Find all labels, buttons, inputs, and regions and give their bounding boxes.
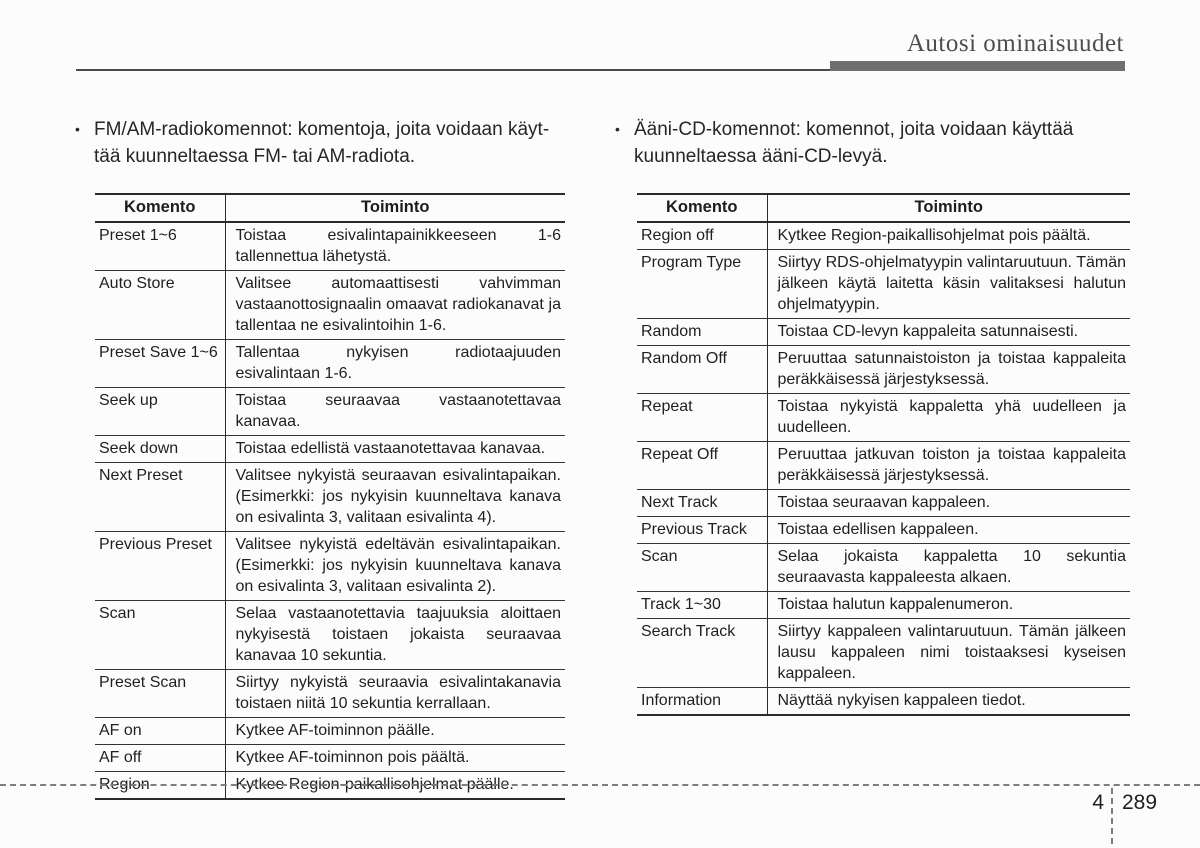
command-cell: AF on xyxy=(95,718,225,745)
action-cell: Tallentaa nykyisen radiotaajuuden esivalintaan 1-6. xyxy=(225,340,565,388)
table-row xyxy=(95,718,565,745)
table-row xyxy=(95,271,565,340)
table-row xyxy=(637,222,1130,250)
action-cell: Siirtyy RDS-ohjelmatyypin valintaruutuun. Tämän jälkeen käytä laitetta käsin valitaksesi halutun ohjelmatyypin. xyxy=(767,250,1130,319)
table-row xyxy=(95,436,565,463)
section-audio-cd-commands xyxy=(615,116,1135,716)
audio-cd-commands-table xyxy=(637,193,1130,716)
command-cell: Region xyxy=(95,772,225,800)
action-cell: Valitsee automaattisesti vahvimman vastaanottosignaalin omaavat radiokanavat ja tallentaa ne esivalintoihin 1-6. xyxy=(225,271,565,340)
intro-line: tää kuunneltaessa FM- tai AM-radiota. xyxy=(94,146,416,167)
action-cell: Kytkee Region-paikallisohjelmat päälle. xyxy=(225,772,565,800)
page-number: 289 xyxy=(1122,791,1158,814)
action-cell: Toistaa seuraavaa vastaanotettavaa kanavaa. xyxy=(225,388,565,436)
command-cell: Information xyxy=(637,688,767,716)
command-cell: Previous Preset xyxy=(95,532,225,601)
fm-am-commands-table xyxy=(95,193,565,800)
action-cell: Valitsee nykyistä seuraavan esivalintapaikan. (Esimerkki: jos nykyisin kuunneltava kanava on esivalinta 3, valitaan esivalinta 4). xyxy=(225,463,565,532)
command-cell: Scan xyxy=(637,544,767,592)
action-cell: Peruuttaa satunnaistoiston ja toistaa kappaleita peräkkäisessä järjestyksessä. xyxy=(767,346,1130,394)
action-cell: Kytkee Region-paikallisohjelmat pois päältä. xyxy=(767,222,1130,250)
action-cell: Toistaa CD-levyn kappaleita satunnaisesti. xyxy=(767,319,1130,346)
bullet-icon: • xyxy=(75,121,80,137)
table-header-row xyxy=(95,194,565,222)
action-cell: Valitsee nykyistä edeltävän esivalintapaikan. (Esimerkki: jos nykyisin kuunneltava kanava on esivalinta 3, valitaan esivalinta 2). xyxy=(225,532,565,601)
table-row xyxy=(637,346,1130,394)
section-fm-am-radio-commands xyxy=(75,116,587,800)
command-cell: Scan xyxy=(95,601,225,670)
table-row xyxy=(95,745,565,772)
command-cell: Repeat xyxy=(637,394,767,442)
table-header-action: Toiminto xyxy=(225,194,565,222)
table-row xyxy=(637,394,1130,442)
table-row xyxy=(637,319,1130,346)
table-row xyxy=(95,340,565,388)
action-cell: Toistaa nykyistä kappaletta yhä uudelleen ja uudelleen. xyxy=(767,394,1130,442)
command-cell: Auto Store xyxy=(95,271,225,340)
action-cell: Kytkee AF-toiminnon päälle. xyxy=(225,718,565,745)
table-header-command: Komento xyxy=(95,194,225,222)
command-cell: Next Track xyxy=(637,490,767,517)
table-row xyxy=(637,517,1130,544)
action-cell: Peruuttaa jatkuvan toiston ja toistaa kappaleita peräkkäisessä järjestyksessä. xyxy=(767,442,1130,490)
bullet-icon: • xyxy=(615,121,620,137)
table-header-action: Toiminto xyxy=(767,194,1130,222)
page-header-title: Autosi ominaisuudet xyxy=(906,30,1124,57)
command-cell: Next Preset xyxy=(95,463,225,532)
table-row xyxy=(637,442,1130,490)
table-row xyxy=(637,619,1130,688)
table-row xyxy=(637,688,1130,716)
command-cell: Region off xyxy=(637,222,767,250)
command-cell: Seek down xyxy=(95,436,225,463)
table-row xyxy=(95,388,565,436)
chapter-number: 4 xyxy=(1092,791,1104,814)
intro-line: kuunneltaessa ääni-CD-levyä. xyxy=(634,146,888,167)
action-cell: Näyttää nykyisen kappaleen tiedot. xyxy=(767,688,1130,716)
bullet-item xyxy=(75,116,587,170)
command-cell: Preset Scan xyxy=(95,670,225,718)
table-row xyxy=(637,250,1130,319)
page-number-divider xyxy=(1111,788,1113,844)
command-cell: Seek up xyxy=(95,388,225,436)
command-cell: AF off xyxy=(95,745,225,772)
table-header-row xyxy=(637,194,1130,222)
action-cell: Selaa vastaanotettavia taajuuksia aloittaen nykyisestä toistaen jokaista seuraavaa kanavaa 10 sekuntia. xyxy=(225,601,565,670)
action-cell: Kytkee AF-toiminnon pois päältä. xyxy=(225,745,565,772)
command-cell: Random xyxy=(637,319,767,346)
command-cell: Previous Track xyxy=(637,517,767,544)
intro-line: Ääni-CD-komennot: komennot, joita voidaan käyttää xyxy=(634,119,1074,140)
section-intro-text xyxy=(94,116,549,170)
command-cell: Preset 1~6 xyxy=(95,222,225,271)
command-cell: Search Track xyxy=(637,619,767,688)
action-cell: Toistaa seuraavan kappaleen. xyxy=(767,490,1130,517)
action-cell: Toistaa esivalintapainikkeeseen 1-6 tallennettua lähetystä. xyxy=(225,222,565,271)
table-header-command: Komento xyxy=(637,194,767,222)
table-row xyxy=(637,490,1130,517)
section-intro-text xyxy=(634,116,1073,170)
command-cell: Program Type xyxy=(637,250,767,319)
action-cell: Siirtyy kappaleen valintaruutuun. Tämän jälkeen lausu kappaleen nimi toistaaksesi kyseisen kappaleen. xyxy=(767,619,1130,688)
footer-dashed-line xyxy=(0,784,1200,786)
action-cell: Toistaa edellistä vastaanotettavaa kanavaa. xyxy=(225,436,565,463)
command-cell: Preset Save 1~6 xyxy=(95,340,225,388)
command-cell: Track 1~30 xyxy=(637,592,767,619)
table-row xyxy=(637,544,1130,592)
action-cell: Toistaa edellisen kappaleen. xyxy=(767,517,1130,544)
table-row xyxy=(95,601,565,670)
intro-line: FM/AM-radiokomennot: komentoja, joita voidaan käyt- xyxy=(94,119,550,140)
table-row xyxy=(637,592,1130,619)
command-cell: Repeat Off xyxy=(637,442,767,490)
table-row xyxy=(95,670,565,718)
action-cell: Toistaa halutun kappalenumeron. xyxy=(767,592,1130,619)
table-row xyxy=(95,222,565,271)
table-row xyxy=(95,463,565,532)
bullet-item xyxy=(615,116,1135,170)
action-cell: Siirtyy nykyistä seuraavia esivalintakanavia toistaen niitä 10 sekuntia kerrallaan. xyxy=(225,670,565,718)
action-cell: Selaa jokaista kappaletta 10 sekuntia seuraavasta kappaleesta alkaen. xyxy=(767,544,1130,592)
command-cell: Random Off xyxy=(637,346,767,394)
table-row xyxy=(95,532,565,601)
header-bar xyxy=(830,61,1125,71)
